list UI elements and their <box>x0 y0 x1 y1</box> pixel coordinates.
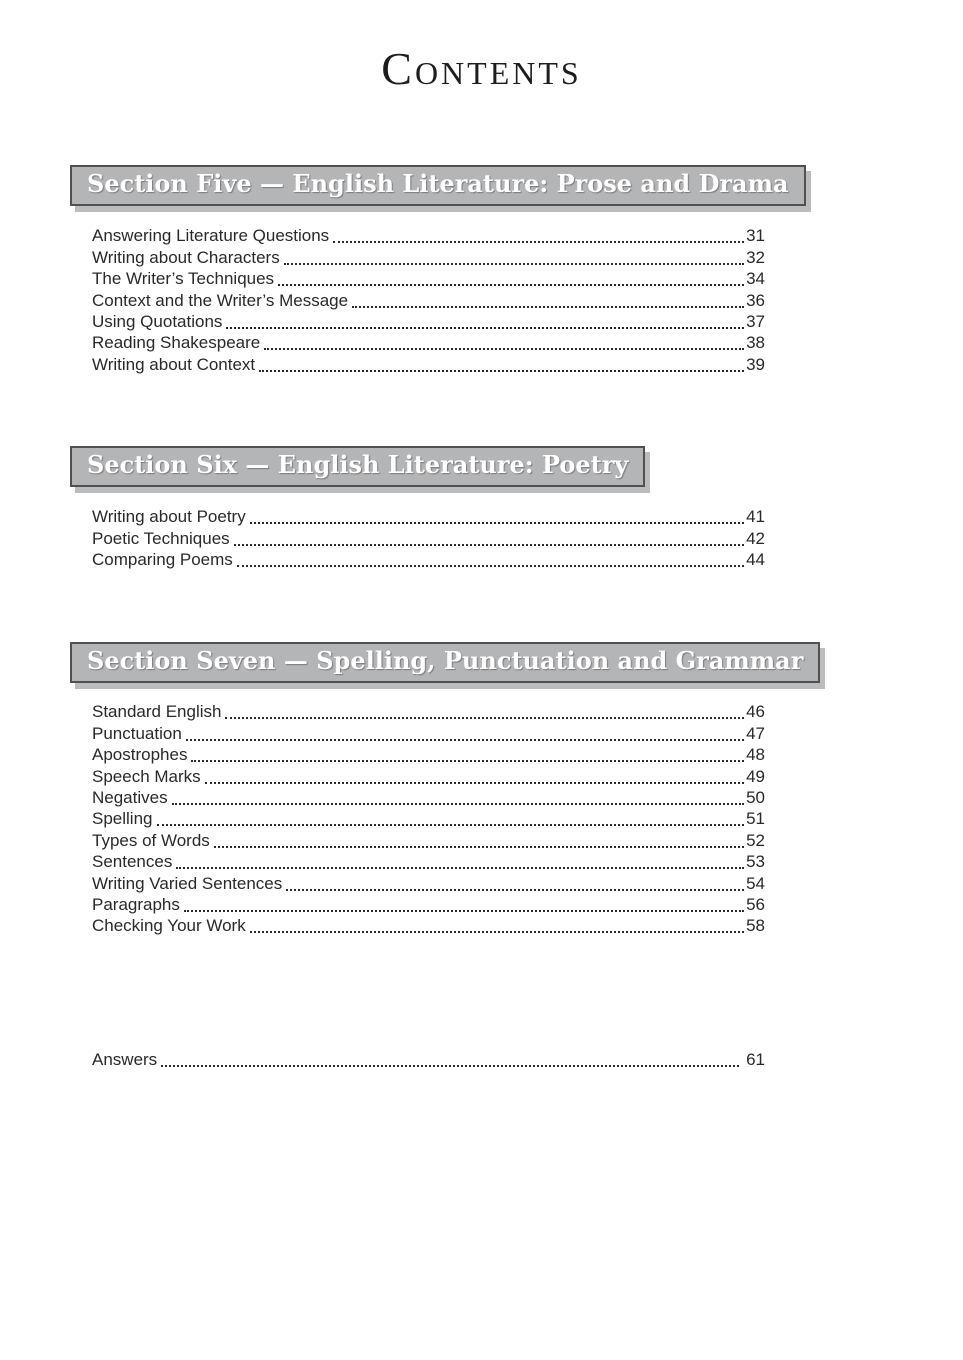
toc-entry-label: Speech Marks <box>92 766 201 786</box>
toc-entry-label: Negatives <box>92 787 168 807</box>
toc-row <box>92 701 765 722</box>
toc-entry-page: 37 <box>746 311 765 331</box>
toc-entry-page: 58 <box>746 916 765 936</box>
toc-entry-label: Reading Shakespeare <box>92 333 261 353</box>
toc-entry-label: Punctuation <box>92 723 182 743</box>
toc-entry-label: The Writer’s Techniques <box>92 269 275 289</box>
toc-leader-dots <box>161 1065 739 1067</box>
toc-leader-dots <box>176 867 744 869</box>
toc-entry-label: Writing about Characters <box>92 247 280 267</box>
toc-entry-label: Answering Literature Questions <box>92 226 330 246</box>
toc-leader-dots <box>186 739 744 741</box>
toc-entry-page: 49 <box>746 766 765 786</box>
toc-leader-dots <box>172 803 744 805</box>
toc-entry-label: Writing about Context <box>92 354 256 374</box>
toc-entry-page: 53 <box>746 852 765 872</box>
toc-leader-dots <box>250 931 744 933</box>
toc-row <box>92 872 765 893</box>
toc-entry-page: 51 <box>746 809 765 829</box>
toc-row <box>92 268 765 289</box>
toc-entry-label: Apostrophes <box>92 745 188 765</box>
toc-entry-label: Standard English <box>92 702 222 722</box>
toc-entry-page: 54 <box>746 873 765 893</box>
toc-entry-label: Context and the Writer’s Message <box>92 290 349 310</box>
toc-row <box>92 1049 765 1070</box>
toc-leader-dots <box>264 348 744 350</box>
toc-entry-page: 56 <box>746 894 765 914</box>
toc-row <box>92 527 765 548</box>
toc-leader-dots <box>226 327 744 329</box>
toc-entry-page: 48 <box>746 745 765 765</box>
toc-entry-label: Paragraphs <box>92 894 180 914</box>
toc-row <box>92 894 765 915</box>
toc-leader-dots <box>184 910 744 912</box>
toc-entry-label: Poetic Techniques <box>92 528 230 548</box>
toc-entry-page: 36 <box>746 290 765 310</box>
toc-leader-dots <box>225 717 744 719</box>
section-header-five: Section Five — English Literature: Prose and Drama <box>70 165 806 206</box>
toc-leader-dots <box>191 760 744 762</box>
toc-entry-page: 61 <box>746 1050 765 1070</box>
toc-leader-dots <box>333 241 744 243</box>
toc-answers <box>92 1049 765 1070</box>
toc-leader-dots <box>259 370 744 372</box>
toc-entry-page: 47 <box>746 723 765 743</box>
toc-section-seven-entries <box>92 701 765 936</box>
toc-row <box>92 765 765 786</box>
toc-row <box>92 722 765 743</box>
toc-entry-label: Using Quotations <box>92 311 223 331</box>
toc-row <box>92 915 765 936</box>
toc-leader-dots <box>286 889 744 891</box>
toc-leader-dots <box>205 782 744 784</box>
toc-entry-label: Writing Varied Sentences <box>92 873 283 893</box>
toc-leader-dots <box>237 565 744 567</box>
toc-leader-dots <box>214 846 744 848</box>
toc-row <box>92 744 765 765</box>
toc-entry-page: 31 <box>746 226 765 246</box>
toc-row <box>92 851 765 872</box>
toc-row <box>92 787 765 808</box>
toc-leader-dots <box>284 263 744 265</box>
toc-row <box>92 332 765 353</box>
toc-entry-page: 38 <box>746 333 765 353</box>
toc-leader-dots <box>352 306 744 308</box>
toc-entry-page: 50 <box>746 787 765 807</box>
toc-entry-page: 52 <box>746 830 765 850</box>
toc-entry-label: Sentences <box>92 852 173 872</box>
toc-row <box>92 549 765 570</box>
toc-entry-page: 39 <box>746 354 765 374</box>
toc-entry-label: Checking Your Work <box>92 916 246 936</box>
toc-row <box>92 225 765 246</box>
toc-entry-page: 34 <box>746 269 765 289</box>
section-header-seven: Section Seven — Spelling, Punctuation and Grammar <box>70 642 820 683</box>
toc-row <box>92 311 765 332</box>
toc-row <box>92 353 765 374</box>
toc-row <box>92 829 765 850</box>
section-header-six: Section Six — English Literature: Poetry <box>70 446 645 487</box>
toc-entry-page: 44 <box>746 550 765 570</box>
page-title: Contents <box>381 43 582 94</box>
toc-leader-dots <box>234 544 744 546</box>
toc-leader-dots <box>157 824 745 826</box>
toc-leader-dots <box>278 284 744 286</box>
toc-entry-label: Answers <box>92 1050 158 1070</box>
toc-row <box>92 506 765 527</box>
toc-entry-page: 32 <box>746 247 765 267</box>
toc-entry-page: 41 <box>746 507 765 527</box>
toc-entry-label: Comparing Poems <box>92 550 233 570</box>
toc-section-six-entries <box>92 506 765 570</box>
toc-entry-label: Spelling <box>92 809 153 829</box>
toc-section-five-entries <box>92 225 765 375</box>
toc-entry-label: Writing about Poetry <box>92 507 246 527</box>
toc-row <box>92 246 765 267</box>
toc-row <box>92 289 765 310</box>
toc-entry-label: Types of Words <box>92 830 210 850</box>
toc-row <box>92 808 765 829</box>
toc-entry-page: 42 <box>746 528 765 548</box>
toc-leader-dots <box>250 522 744 524</box>
toc-entry-page: 46 <box>746 702 765 722</box>
